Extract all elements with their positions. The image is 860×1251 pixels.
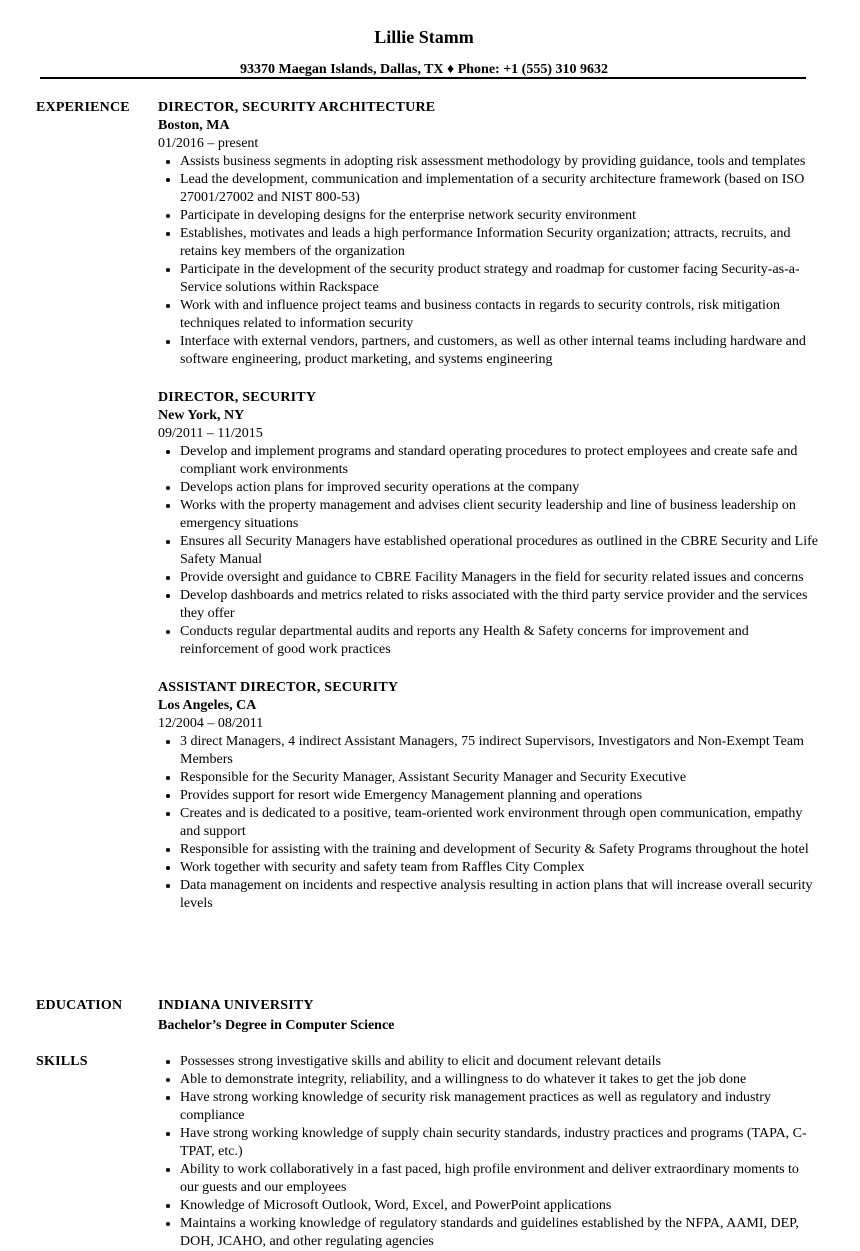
education-entry [158, 997, 818, 1035]
bullet-item: Responsible for the Security Manager, Assistant Security Manager and Security Executive [158, 769, 818, 787]
bullet-item: Provides support for resort wide Emergency Management planning and operations [158, 787, 818, 805]
job-entry [158, 389, 818, 659]
bullet-item: Participate in developing designs for the enterprise network security environment [158, 207, 818, 225]
resume-header [0, 0, 860, 79]
section-label-experience: EXPERIENCE [36, 100, 130, 115]
job-bullets [158, 733, 818, 913]
address: 93370 Maegan Islands, Dallas, TX [239, 62, 444, 77]
diamond-separator-icon: ♦ [447, 62, 455, 77]
school-name: INDIANA UNIVERSITY [158, 998, 314, 1013]
bullet-item: Ensures all Security Managers have established operational procedures as outlined in the CBRE Security and Life Safety Manual [158, 533, 818, 569]
experience-list [158, 99, 818, 933]
section-label-education: EDUCATION [36, 998, 123, 1013]
skill-item: Have strong working knowledge of security risk management practices as well as regulatory and industry compliance [158, 1089, 818, 1125]
bullet-item: Work together with security and safety team from Raffles City Complex [158, 859, 818, 877]
bullet-item: Provide oversight and guidance to CBRE Facility Managers in the field for security related issues and concerns [158, 569, 818, 587]
header-divider [40, 77, 806, 79]
bullet-item: Responsible for assisting with the training and development of Security & Safety Programs throughout the hotel [158, 841, 818, 859]
bullet-item: 3 direct Managers, 4 indirect Assistant Managers, 75 indirect Supervisors, Investigators and Non-Exempt Team Members [158, 733, 818, 769]
bullet-item: Develops action plans for improved security operations at the company [158, 479, 818, 497]
phone: Phone: +1 (555) 310 9632 [457, 62, 609, 77]
bullet-item: Develop and implement programs and standard operating procedures to protect employees and create safe and compliant work environments [158, 443, 818, 479]
job-dates: 09/2011 – 11/2015 [158, 426, 263, 441]
candidate-name: Lillie Stamm [374, 27, 474, 47]
job-title: DIRECTOR, SECURITY ARCHITECTURE [158, 100, 436, 115]
bullet-item: Assists business segments in adopting risk assessment methodology by providing guidance, tools and templates [158, 153, 818, 171]
job-dates: 12/2004 – 08/2011 [158, 716, 264, 731]
skill-item: Possesses strong investigative skills and ability to elicit and document relevant details [158, 1053, 818, 1071]
bullet-item: Work with and influence project teams and business contacts in regards to security controls, risk mitigation techniques related to information security [158, 297, 818, 333]
bullet-item: Works with the property management and advises client security leadership and line of business leadership on emergency situations [158, 497, 818, 533]
skill-item: Able to demonstrate integrity, reliability, and a willingness to do whatever it takes to get the job done [158, 1071, 818, 1089]
bullet-item: Conducts regular departmental audits and reports any Health & Safety concerns for improvement and reinforcement of good work practices [158, 623, 818, 659]
skill-item: Have strong working knowledge of supply chain security standards, industry practices and programs (TAPA, C-TPAT, etc.) [158, 1125, 818, 1161]
job-bullets [158, 443, 818, 659]
bullet-item: Lead the development, communication and implementation of a security architecture framework (based on ISO 27001/27002 and NIST 800-53) [158, 171, 818, 207]
job-location: Boston, MA [158, 118, 230, 133]
bullet-item: Establishes, motivates and leads a high performance Information Security organization; attracts, recruits, and retains key members of the organization [158, 225, 818, 261]
job-bullets [158, 153, 818, 369]
job-location: New York, NY [158, 408, 245, 423]
bullet-item: Creates and is dedicated to a positive, team-oriented work environment through open communication, empathy and support [158, 805, 818, 841]
bullet-item: Interface with external vendors, partners, and customers, as well as other internal teams including hardware and software engineering, product marketing, and systems engineering [158, 333, 818, 369]
section-label-skills: SKILLS [36, 1054, 88, 1069]
bullet-item: Data management on incidents and respective analysis resulting in action plans that will increase overall security levels [158, 877, 818, 913]
skill-item: Ability to work collaboratively in a fast paced, high profile environment and deliver extraordinary moments to our guests and our employees [158, 1161, 818, 1197]
job-entry [158, 679, 818, 913]
job-location: Los Angeles, CA [158, 698, 257, 713]
skills-list [158, 1053, 818, 1251]
job-title: DIRECTOR, SECURITY [158, 390, 317, 405]
degree: Bachelor’s Degree in Computer Science [158, 1018, 395, 1033]
skill-item: Maintains a working knowledge of regulatory standards and guidelines established by the NFPA, AAMI, DEP, DOH, JCAHO, and other regulating agencies [158, 1215, 818, 1251]
bullet-item: Develop dashboards and metrics related to risks associated with the third party service provider and the services they offer [158, 587, 818, 623]
job-title: ASSISTANT DIRECTOR, SECURITY [158, 680, 399, 695]
job-dates: 01/2016 – present [158, 136, 259, 151]
skills-bullets [158, 1053, 818, 1251]
skill-item: Knowledge of Microsoft Outlook, Word, Excel, and PowerPoint applications [158, 1197, 818, 1215]
job-entry [158, 99, 818, 369]
bullet-item: Participate in the development of the security product strategy and roadmap for customer facing Security-as-a-Service solutions within Rackspace [158, 261, 818, 297]
